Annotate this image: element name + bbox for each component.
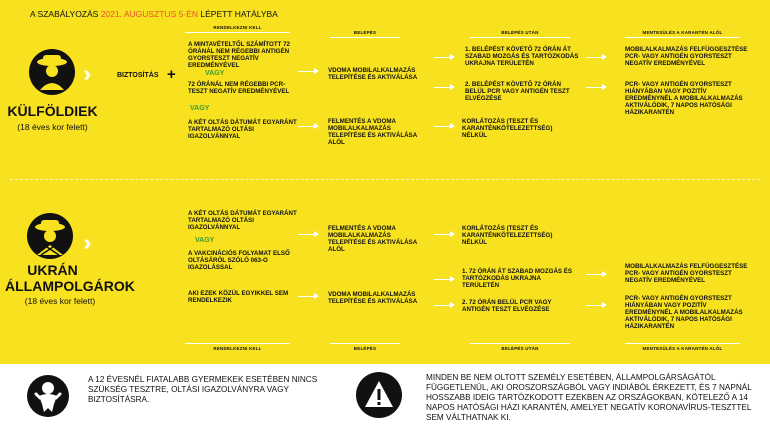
insurance-label: BIZTOSÍTÁS <box>117 72 159 79</box>
col-header-after-entry-bottom: BELÉPÉS UTÁN <box>501 346 539 351</box>
header-line <box>625 37 740 38</box>
foreigners-after-move: 1. BELÉPÉST KÖVETŐ 72 ÓRÁN ÁT SZABAD MOZGÁS ÉS TARTÓZKODÁS UKRAJNA TERÜLETÉN <box>465 46 579 67</box>
header-suffix: LÉPETT HATÁLYBA <box>198 9 278 19</box>
ukrainians-exempt-suspend: MOBILALKALMAZÁS FELFÜGGESZTÉSE PCR- VAGY ANTIGÉN GYORSTESZT NEGATÍV EREDMÉNYÉVEL <box>625 263 748 284</box>
ukrainians-title-2: ÁLLAMPOLGÁROK <box>5 278 135 294</box>
ukrainians-after-none: KORLÁTOZÁS (TESZT ÉS KARANTÉNKÖTELEZETTSÉG) NÉLKÜL <box>462 225 553 246</box>
arrow-icon <box>434 234 452 235</box>
header-line <box>625 343 740 344</box>
foreigners-title: KÜLFÖLDIEK <box>7 103 98 119</box>
col-header-entry: BELÉPÉS <box>353 30 377 35</box>
arrow-icon <box>298 71 316 72</box>
arrow-icon <box>434 87 452 88</box>
header-line <box>330 37 400 38</box>
header-line <box>470 37 570 38</box>
foreigners-exempt-suspend: MOBILALKALMAZÁS FELFÜGGESZTÉSE PCR- VAGY ANTIGÉN GYORSTESZT NEGATÍV EREDMÉNYÉVEL <box>625 46 748 67</box>
plus-sign: + <box>167 66 176 83</box>
col-header-exemption-bottom: MENTESÜLÉS A KARANTÉN ALÓL <box>642 346 723 351</box>
ukrainians-subtitle: (18 éves kor felett) <box>24 296 96 306</box>
arrow-icon <box>434 305 452 306</box>
section-divider <box>10 179 760 180</box>
col-header-entry-bottom: BELÉPÉS <box>353 346 377 351</box>
foreigners-after-test: 2. BELÉPÉST KÖVETŐ 72 ÓRÁN BELÜL PCR VAGY ANTIGÉN TESZT ELVÉGZÉSE <box>465 81 570 102</box>
arrow-icon <box>298 296 316 297</box>
header-date: 2021. AUGUSZTUS 5-ÉN <box>100 9 199 19</box>
ukrainians-exempt-quarantine: PCR- VAGY ANTIGÉN GYORSTESZT HIÁNYÁBAN VAGY POZITÍV EREDMÉNYNÉL A MOBILALKALMAZÁS AKTIVÁLÓDIK, 7 NAPOS HATÓSÁGI HÁZIKARANTÉN <box>625 295 743 330</box>
children-note: A 12 ÉVESNÉL FIATALABB GYERMEKEK ESETÉBEN NINCS SZÜKSÉG TESZTRE, OLTÁSI IGAZOLVÁNYRA VAGY BIZTOSÍTÁSRA. <box>88 375 318 404</box>
header-line <box>470 343 570 344</box>
arrow-icon <box>298 126 316 127</box>
arrow-icon <box>586 305 604 306</box>
arrow-icon <box>586 57 604 58</box>
header-line <box>330 343 400 344</box>
foreigner-icon <box>28 48 76 96</box>
col-header-exemption: MENTESÜLÉS A KARANTÉN ALÓL <box>642 30 723 35</box>
ukrainians-req-none: AKI EZEK KÖZÜL EGYIKKEL SEM RENDELKEZIK <box>188 290 289 304</box>
or-label: VAGY <box>205 70 225 77</box>
ukrainians-title-1: UKRÁN <box>27 262 78 278</box>
ukrainians-req-first-dose: A VAKCINÁCIÓS FOLYAMAT ELSŐ OLTÁSÁRÓL SZÓLÓ 063-O IGAZOLÁSSAL <box>188 250 290 271</box>
foreigners-entry-exempt: FELMENTÉS A VDOMA MOBILALKALMAZÁS TELEPÍTÉSE ÉS AKTIVÁLÁSA ALÓL <box>328 118 417 146</box>
foreigners-after-none: KORLÁTOZÁS (TESZT ÉS KARANTÉNKÖTELEZETTSÉG) NÉLKÜL <box>462 118 553 139</box>
col-header-after-entry: BELÉPÉS UTÁN <box>501 30 539 35</box>
col-header-requirements: RENDELKEZNI KELL <box>213 25 262 30</box>
foreigners-entry-app: VDOMA MOBILALKALMAZÁS TELEPÍTÉSE ÉS AKTIVÁLÁSA <box>328 67 418 81</box>
notes-panel <box>0 364 770 430</box>
header-line <box>185 343 290 344</box>
header-line <box>185 32 290 33</box>
child-icon <box>26 374 70 418</box>
arrow-icon <box>298 234 316 235</box>
ukrainians-after-move: 1. 72 ÓRÁN ÁT SZABAD MOZGÁS ÉS TARTÓZKODÁS UKRAJNA TERÜLETÉN <box>462 268 573 289</box>
ukrainian-icon <box>26 212 74 260</box>
foreigners-subtitle: (18 éves kor felett) <box>17 122 88 132</box>
ukrainians-entry-app: VDOMA MOBILALKALMAZÁS TELEPÍTÉSE ÉS AKTIVÁLÁSA <box>328 291 418 305</box>
foreigners-req-vaccine: A KÉT OLTÁS DÁTUMÁT EGYARÁNT TARTALMAZÓ OLTÁSI IGAZOLVÁNNYAL <box>188 119 297 140</box>
foreigners-req-pcr: 72 ÓRÁNÁL NEM RÉGEBBI PCR-TESZT NEGATÍV EREDMÉNYÉVEL <box>188 81 290 95</box>
warning-note: MINDEN BE NEM OLTOTT SZEMÉLY ESETÉBEN, ÁLLAMPOLGÁRSÁGÁTÓL FÜGGETLENÜL, AKI OROSZORSZÁGBÓL VAGY INDIÁBÓL ÉRKEZETT, ÉS 7 NAPNÁL HOSSZABB IDEIG TARTÓZKODOTT EZEKBEN AZ ORSZÁGOKBAN, KÖTELEZŐ A 14 NAPOS HATÓSÁGI HÁZI KARANTÉN, AMELYET NEGATÍV KORONAVÍRUS-TESZTTEL SEM VÁLTHATNAK KI. <box>426 373 752 422</box>
arrow-icon <box>586 87 604 88</box>
warning-icon <box>355 371 403 419</box>
foreigners-exempt-quarantine: PCR- VAGY ANTIGÉN GYORSTESZT HIÁNYÁBAN VAGY POZITÍV EREDMÉNYNÉL A MOBILALKALMAZÁS AKTIVÁLÓDIK, 7 NAPOS HATÓSÁGI HÁZIKARANTÉN <box>625 81 743 116</box>
ukrainians-after-test: 2. 72 ÓRÁN BELÜL PCR VAGY ANTIGÉN TESZT ELVÉGZÉSE <box>462 299 552 313</box>
arrow-icon <box>434 57 452 58</box>
or-label: VAGY <box>195 237 215 244</box>
foreigners-req-antigen: A MINTAVÉTELTŐL SZÁMÍTOTT 72 ÓRÁNÁL NEM RÉGEBBI ANTIGÉN GYORSTESZT NEGATÍV EREDMÉNYÉVEL <box>188 41 290 69</box>
regulation-header <box>30 9 278 19</box>
or-label: VAGY <box>190 105 210 112</box>
col-header-requirements-bottom: RENDELKEZNI KELL <box>213 346 262 351</box>
ukrainians-req-vaccine: A KÉT OLTÁS DÁTUMÁT EGYARÁNT TARTALMAZÓ OLTÁSI IGAZOLVÁNNYAL <box>188 210 297 231</box>
arrow-icon <box>434 279 452 280</box>
arrow-icon <box>434 126 452 127</box>
header-prefix: A SZABÁLYOZÁS <box>30 9 101 19</box>
ukrainians-entry-exempt: FELMENTÉS A VDOMA MOBILALKALMAZÁS TELEPÍTÉSE ÉS AKTIVÁLÁSA ALÓL <box>328 225 417 253</box>
arrow-icon <box>586 274 604 275</box>
